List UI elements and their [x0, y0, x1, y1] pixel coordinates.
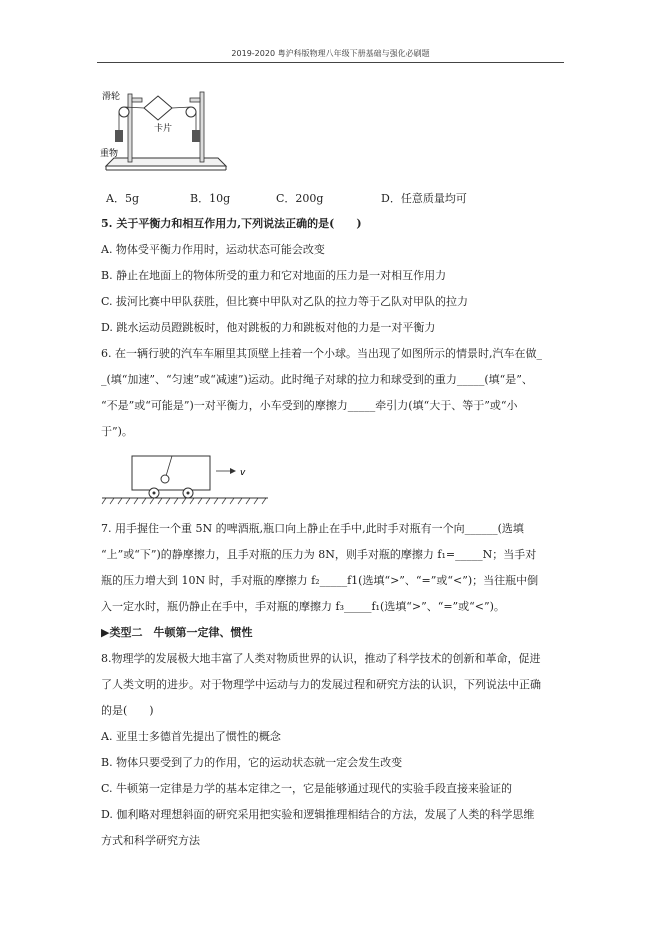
q4-option-b: B．10g [190, 192, 231, 205]
left-stand [128, 94, 132, 162]
q5-option-a: A. 物体受平衡力作用时，运动状态可能会改变 [101, 243, 325, 256]
q4-option-d: D．任意质量均可 [381, 192, 467, 205]
velocity-label: v [240, 468, 246, 478]
base-board [106, 158, 226, 166]
weight-label: 重物 [100, 149, 119, 159]
right-pulley [186, 107, 196, 117]
q7-line-4: 入一定水时，瓶仍静止在手中，手对瓶的摩擦力 f₃_____f₁(选填“>”、“=”或“<”)。 [101, 600, 505, 613]
q8-option-b: B. 物体只要受到了力的作用，它的运动状态就一定会发生改变 [101, 756, 403, 769]
card-label: 卡片 [154, 124, 173, 134]
q8-option-d: D. 伽利略对理想斜面的研究采用把实验和逻辑推理相结合的方法，发展了人类的科学思维 [101, 808, 535, 821]
right-weight [192, 130, 200, 142]
page-header: 2019-2020 粤沪科版物理八年级下册基础与强化必刷题 [231, 49, 430, 58]
q6-line-2: _(填“加速”、“匀速”或“减速”)运动。此时绳子对球的拉力和球受到的重力_____(填“是”、 [101, 373, 533, 386]
cart-body [132, 456, 210, 490]
q8-line-3: 的是( ) [101, 704, 154, 717]
card [144, 96, 172, 120]
q7-line-3: 瓶的压力增大到 10N 时，手对瓶的摩擦力 f₂_____f1(选填“>”、“=”或“<”)；当往瓶中倒 [101, 574, 539, 587]
pulley-card-apparatus-figure [96, 86, 236, 176]
q6-line-1: 6. 在一辆行驶的汽车车厢里其顶壁上挂着一个小球。当出现了如图所示的情景时,汽车在做_ [101, 347, 542, 360]
q7-line-1: 7. 用手握住一个重 5N 的啤酒瓶,瓶口向上静止在手中,此时手对瓶有一个向______(选填 [101, 522, 524, 535]
header-divider [97, 62, 564, 63]
section-heading: ▶类型二 牛顿第一定律、惯性 [101, 626, 253, 639]
left-weight [115, 130, 123, 142]
q5-stem: 5. 关于平衡力和相互作用力,下列说法正确的是( ) [101, 217, 362, 230]
pendulum-ball [161, 475, 169, 483]
q8-option-a: A. 亚里士多德首先提出了惯性的概念 [101, 730, 281, 743]
q8-line-1: 8.物理学的发展极大地丰富了人类对物质世界的认识，推动了科学技术的创新和革命，促进 [101, 652, 541, 665]
q5-option-b: B. 静止在地面上的物体所受的重力和它对地面的压力是一对相互作用力 [101, 269, 447, 282]
right-stand [200, 92, 204, 162]
q7-line-2: “上”或“下”)的静摩擦力，且手对瓶的压力为 8N，则手对瓶的摩擦力 f₁=_____N；当手对 [101, 548, 537, 561]
pulley-label: 滑轮 [102, 92, 121, 102]
q8-line-2: 了人类文明的进步。对于物理学中运动与力的发展过程和研究方法的认识，下列说法中正确 [101, 678, 541, 691]
q8-option-c: C. 牛顿第一定律是力学的基本定律之一，它是能够通过现代的实验手段直接来验证的 [101, 782, 513, 795]
cart-with-pendulum-figure [100, 452, 270, 507]
q8-option-d-continued: 方式和科学研究方法 [101, 834, 200, 847]
q6-line-4: 于”)。 [101, 425, 133, 438]
q6-line-3: “不是”或“可能是”)一对平衡力，小车受到的摩擦力_____牵引力(填“大于、等于”或“小 [101, 399, 518, 412]
q4-option-c: C．200g [276, 192, 324, 205]
q4-option-a: A．5g [106, 192, 139, 205]
q5-option-d: D. 跳水运动员蹬跳板时，他对跳板的力和跳板对他的力是一对平衡力 [101, 321, 436, 334]
left-pulley [119, 107, 129, 117]
q5-option-c: C. 拔河比赛中甲队获胜，但比赛中甲队对乙队的拉力等于乙队对甲队的拉力 [101, 295, 469, 308]
